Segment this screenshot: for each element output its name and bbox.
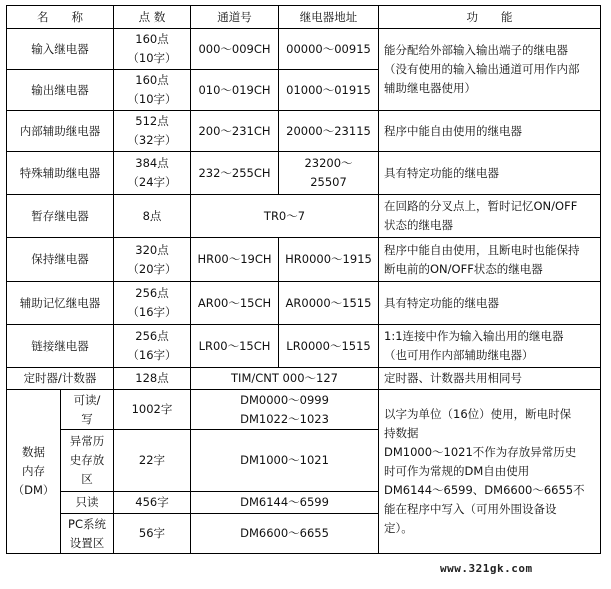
table-row [7,282,601,325]
row-points: 384点 （24字） [114,152,191,195]
row-address: 00000～00915 [279,29,379,70]
row-function: 1:1连接中作为输入输出用的继电器 （也可用作内部辅助继电器） [379,325,601,368]
row-name: 暂存继电器 [7,195,114,238]
row-function: 在回路的分叉点上，暂时记忆ON/OFF 状态的继电器 [379,195,601,238]
dm-points: 56字 [114,514,191,554]
row-points: 128点 [114,368,191,390]
row-function: 能分配给外部输入输出端子的继电器 （没有使用的输入输出通道可用作内部 辅助继电器使用） [379,29,601,111]
row-channel: 232～255CH [191,152,279,195]
dm-range: DM1000～1021 [191,430,379,492]
header-name: 名 称 [7,6,114,29]
row-name: 输出继电器 [7,70,114,111]
row-function: 程序中能自由使用，且断电时也能保持 断电前的ON/OFF状态的继电器 [379,238,601,282]
table-row [7,238,601,282]
dm-sub-readonly: 只读 [61,492,114,514]
dm-sub-error: 异常历 史存放 区 [61,430,114,492]
row-channel: LR00～15CH [191,325,279,368]
row-name: 定时器/计数器 [7,368,114,390]
row-channel: 000～009CH [191,29,279,70]
row-function: 具有特定功能的继电器 [379,152,601,195]
table-row [7,152,601,195]
row-range: TIM/CNT 000～127 [191,368,379,390]
row-points: 256点 （16字） [114,325,191,368]
row-name: 辅助记忆继电器 [7,282,114,325]
dm-name: 数据 内存 （DM） [7,390,61,554]
row-channel: HR00～19CH [191,238,279,282]
row-address: LR0000～1515 [279,325,379,368]
dm-points: 1002字 [114,390,191,430]
row-function: 程序中能自由使用的继电器 [379,111,601,152]
row-range: TR0～7 [191,195,379,238]
row-address: HR0000～1915 [279,238,379,282]
row-points: 8点 [114,195,191,238]
table-row [7,390,601,430]
header-function: 功 能 [379,6,601,29]
row-points: 256点 （16字） [114,282,191,325]
dm-points: 456字 [114,492,191,514]
row-address: 01000～01915 [279,70,379,111]
row-points: 320点 （20字） [114,238,191,282]
dm-function: 以字为单位（16位）使用，断电时保 持数据 DM1000～1021不作为存放异常历史 时可作为常规的DM自由使用 DM6144～6599、DM6600～6655不 能在程序中写入（可用外围设备设 定）。 [379,390,601,554]
row-address: 20000～23115 [279,111,379,152]
header-points: 点 数 [114,6,191,29]
row-points: 512点 （32字） [114,111,191,152]
relay-table [6,5,601,554]
dm-points: 22字 [114,430,191,492]
table-row [7,368,601,390]
table-row [7,325,601,368]
dm-range: DM0000～0999 DM1022～1023 [191,390,379,430]
row-function: 定时器、计数器共用相同号 [379,368,601,390]
row-channel: AR00～15CH [191,282,279,325]
dm-range: DM6600～6655 [191,514,379,554]
table-row [7,111,601,152]
header-address: 继电器地址 [279,6,379,29]
row-function: 具有特定功能的继电器 [379,282,601,325]
row-channel: 200～231CH [191,111,279,152]
row-points: 160点 （10字） [114,70,191,111]
row-points: 160点 （10字） [114,29,191,70]
dm-range: DM6144～6599 [191,492,379,514]
row-channel: 010～019CH [191,70,279,111]
row-name: 保持继电器 [7,238,114,282]
row-name: 输入继电器 [7,29,114,70]
table-row [7,29,601,70]
header-row [7,6,601,29]
dm-sub-pc: PC系统 设置区 [61,514,114,554]
row-name: 链接继电器 [7,325,114,368]
row-name: 内部辅助继电器 [7,111,114,152]
row-address: AR0000～1515 [279,282,379,325]
dm-sub-rw: 可读/ 写 [61,390,114,430]
watermark: www.321gk.com [440,562,533,575]
header-channel: 通道号 [191,6,279,29]
row-name: 特殊辅助继电器 [7,152,114,195]
table-row [7,195,601,238]
row-address: 23200～ 25507 [279,152,379,195]
